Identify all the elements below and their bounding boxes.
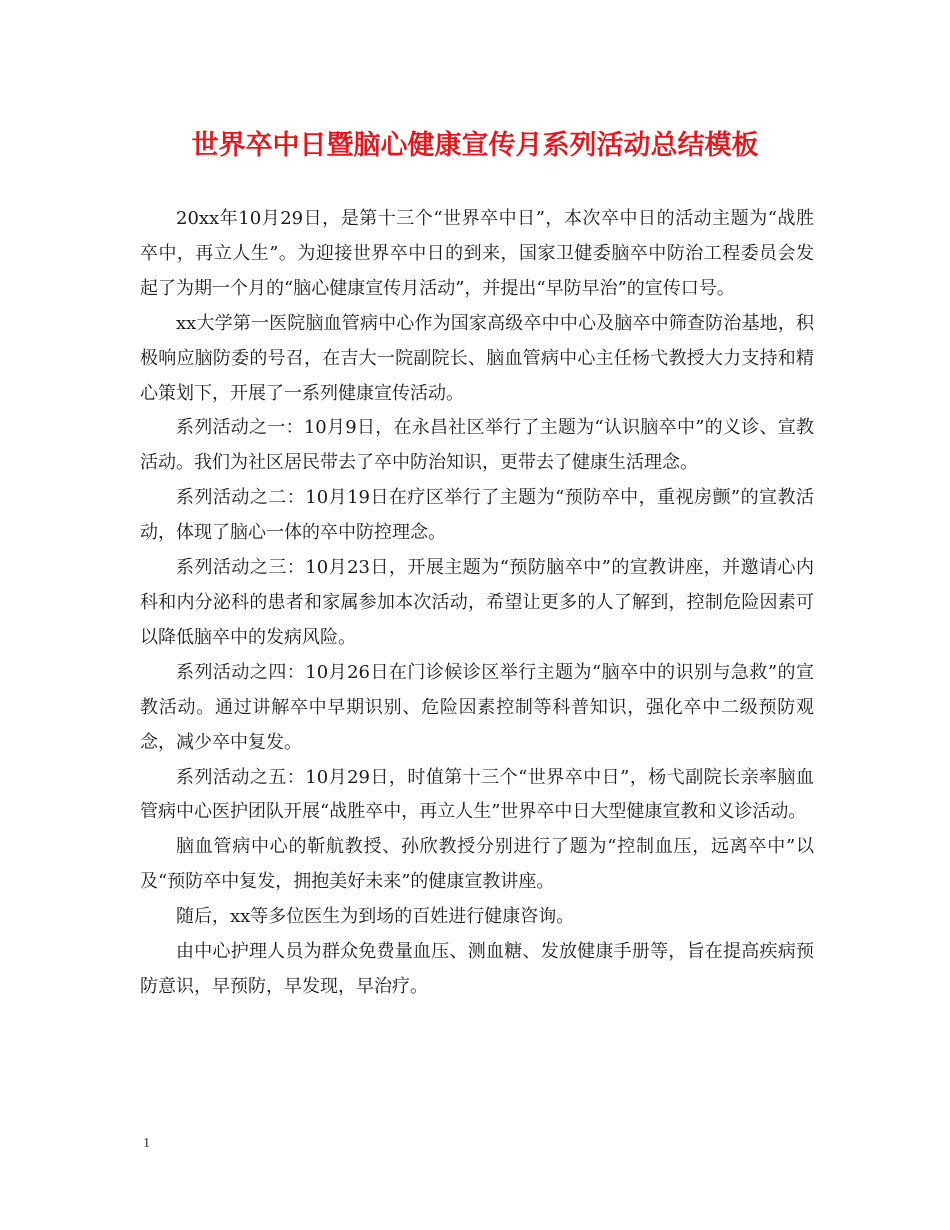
paragraph-7: 系列活动之五：10月29日，时值第十三个“世界卒中日”，杨弋副院长亲率脑血管病中心医护团队开展“战胜卒中，再立人生”世界卒中日大型健康宣教和义诊活动。 <box>140 766 814 823</box>
paragraph-4: 系列活动之二：10月19日在疗区举行了主题为“预防卒中，重视房颤”的宣教活动，体现了脑心一体的卒中防控理念。 <box>140 487 814 544</box>
paragraph-6: 系列活动之四：10月26日在门诊候诊区举行主题为“脑卒中的识别与急救”的宣教活动。通过讲解卒中早期识别、危险因素控制等科普知识，强化卒中二级预防观念，减少卒中复发。 <box>140 661 814 753</box>
paragraph-1: 20xx年10月29日，是第十三个“世界卒中日”，本次卒中日的活动主题为“战胜卒中，再立人生”。为迎接世界卒中日的到来，国家卫健委脑卒中防治工程委员会发起了为期一个月的“脑心健康宣传月活动”，并提出“早防早治”的宣传口号。 <box>140 208 814 299</box>
page-number: 1 <box>143 1136 150 1151</box>
paragraph-5: 系列活动之三：10月23日，开展主题为“预防脑卒中”的宣教讲座，并邀请心内科和内分泌科的患者和家属参加本次活动，希望让更多的人了解到，控制危险因素可以降低脑卒中的发病风险。 <box>140 557 814 648</box>
paragraph-3: 系列活动之一：10月9日，在永昌社区举行了主题为“认识脑卒中”的义诊、宣教活动。我们为社区居民带去了卒中防治知识，更带去了健康生活理念。 <box>140 417 814 474</box>
paragraph-2: xx大学第一医院脑血管病中心作为国家高级卒中中心及脑卒中筛查防治基地，积极响应脑防委的号召，在吉大一院副院长、脑血管病中心主任杨弋教授大力支持和精心策划下，开展了一系列健康宣传活动。 <box>140 312 814 404</box>
document-title: 世界卒中日暨脑心健康宣传月系列活动总结模板 <box>191 130 759 161</box>
paragraph-8: 脑血管病中心的靳航教授、孙欣教授分别进行了题为“控制血压，远离卒中”以及“预防卒中复发，拥抱美好未来”的健康宣教讲座。 <box>140 836 814 893</box>
paragraph-10: 由中心护理人员为群众免费量血压、测血糖、发放健康手册等，旨在提高疾病预防意识，早预防，早发现，早治疗。 <box>140 941 814 997</box>
paragraph-9: 随后，xx等多位医生为到场的百姓进行健康咨询。 <box>176 906 575 928</box>
document-body <box>140 202 814 1005</box>
